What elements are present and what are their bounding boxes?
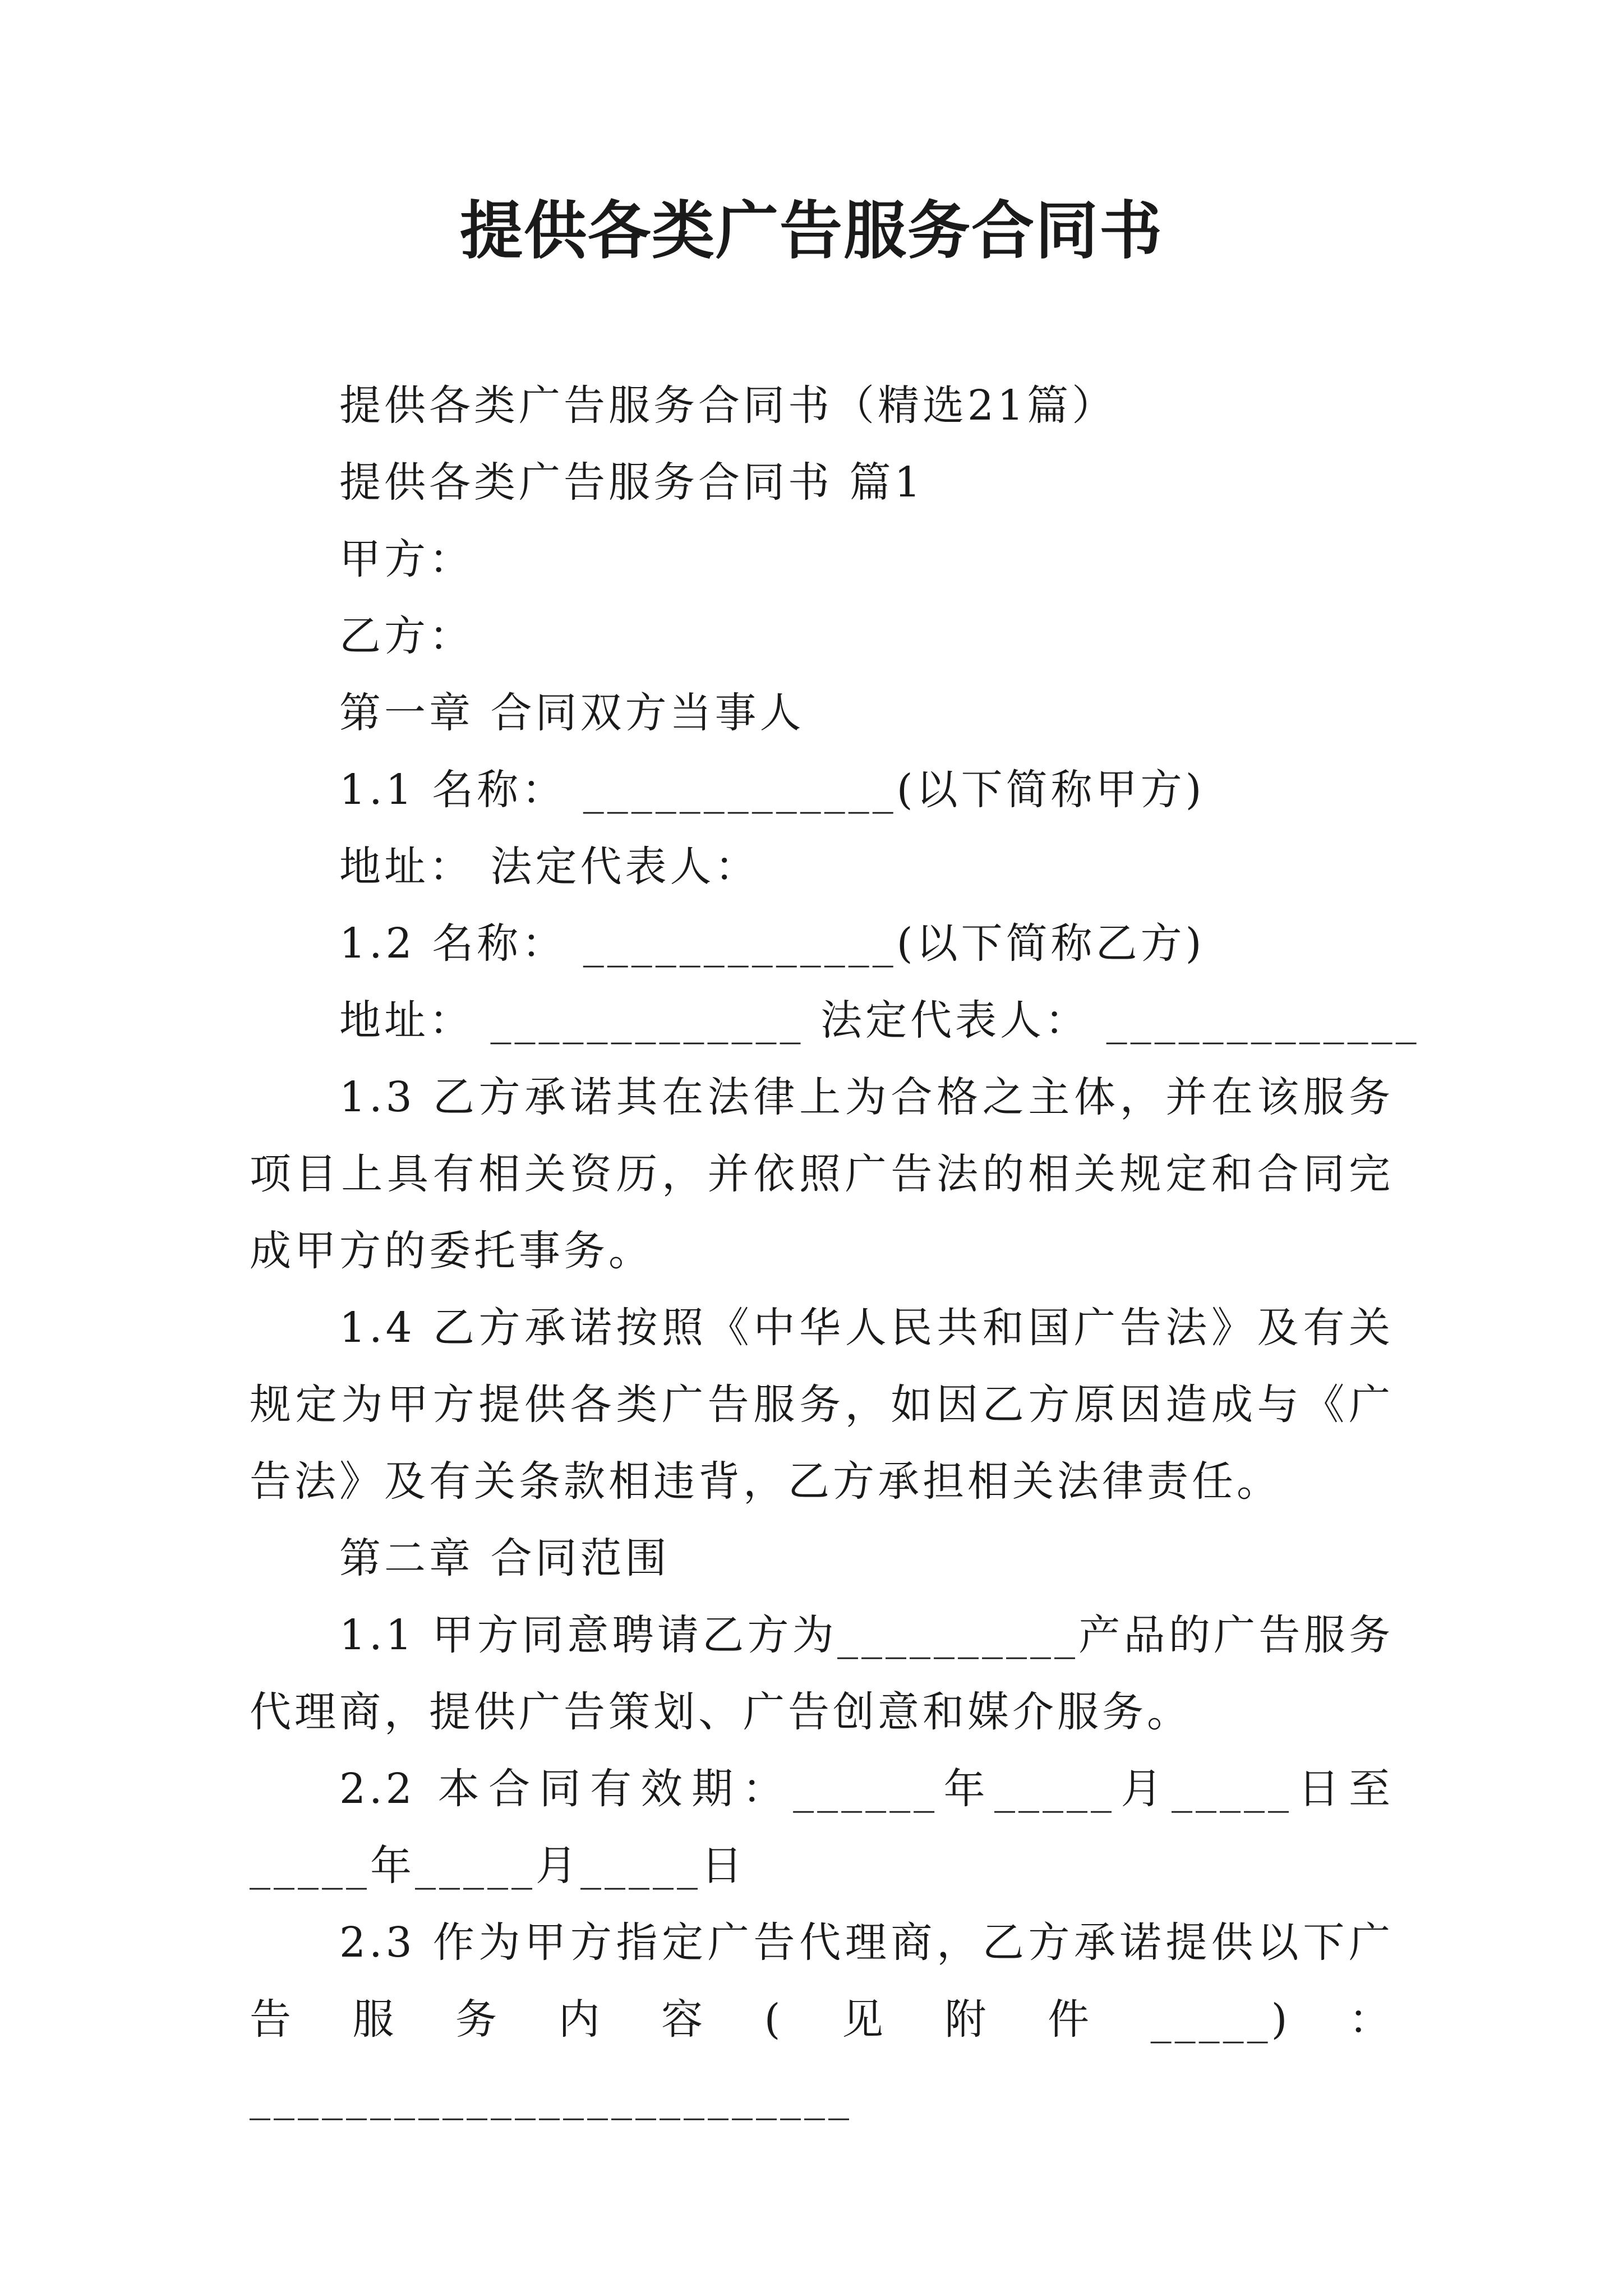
document-body: [250, 367, 1420, 2135]
chapter-2-heading: 第二章 合同范围: [339, 1534, 670, 1582]
party-b-address-line: 地址： _____________ 法定代表人： _____________: [339, 996, 1420, 1045]
party-a-address-line: 地址： 法定代表人：: [339, 843, 760, 891]
party-a-label: 甲方：: [339, 535, 474, 583]
clause-1-1-name: 1.1 名称： _____________(以下简称甲方): [339, 766, 1205, 814]
chapter-1-heading: 第一章 合同双方当事人: [339, 689, 805, 737]
subtitle-part-1: 提供各类广告服务合同书 篇1: [339, 458, 924, 507]
clause-2-2-paragraph: 2.2 本合同有效期：______年_____月_____日至_____年_____月_____日: [250, 1765, 1394, 1890]
clause-1-2-name: 1.2 名称： _____________(以下简称乙方): [339, 919, 1205, 968]
clause-1-3-paragraph: 1.3 乙方承诺其在法律上为合格之主体，并在该服务项目上具有相关资历，并依照广告法的相关规定和合同完成甲方的委托事务。: [250, 1073, 1394, 1275]
clause-2-1-paragraph: 1.1 甲方同意聘请乙方为__________产品的广告服务代理商，提供广告策划、广告创意和媒介服务。: [250, 1611, 1394, 1736]
clause-2-3-paragraph: 2.3 作为甲方指定广告代理商，乙方承诺提供以下广告服务内容(见附件_____)：_________________________: [250, 1918, 1394, 2120]
subtitle-selection: 提供各类广告服务合同书（精选21篇）: [339, 381, 1117, 430]
clause-1-4-paragraph: 1.4 乙方承诺按照《中华人民共和国广告法》及有关规定为甲方提供各类广告服务，如因乙方原因造成与《广告法》及有关条款相违背，乙方承担相关法律责任。: [250, 1304, 1394, 1506]
party-b-label: 乙方：: [339, 612, 474, 660]
document-title: 提供各类广告服务合同书: [460, 194, 1163, 268]
